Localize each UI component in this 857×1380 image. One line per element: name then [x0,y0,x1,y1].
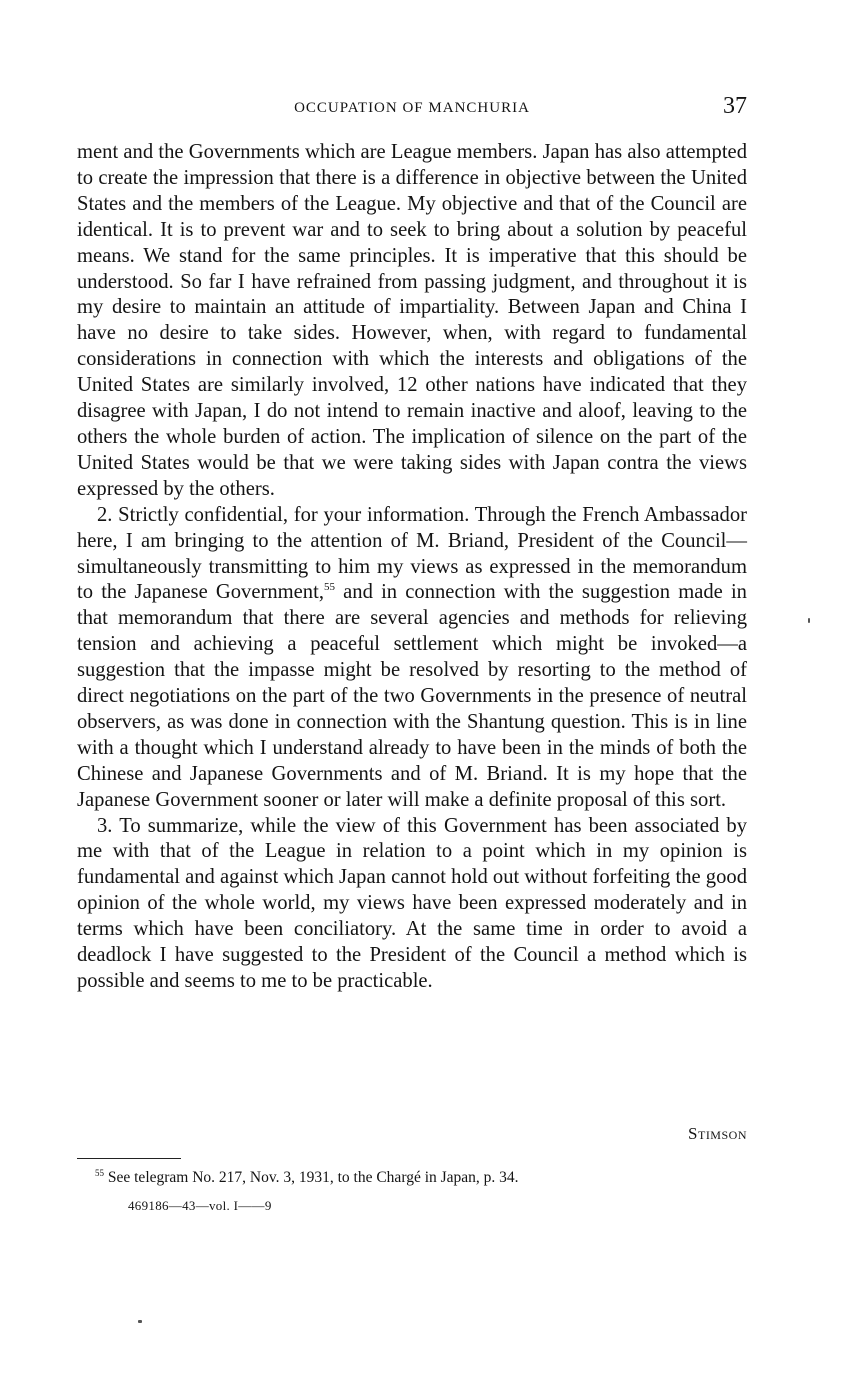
signature: Stimson [688,1124,747,1143]
body-text [77,140,747,995]
footnote [95,1168,519,1187]
running-head [77,93,747,123]
footnote-text: See telegram No. 217, Nov. 3, 1931, to the Chargé in Japan, p. 34. [107,1169,519,1187]
footnote-marker: 55 [95,1168,104,1178]
paragraph-2 [77,503,747,814]
paragraph-continuation: ment and the Governments which are League members. Japan has also attempted to create the impression that there is a difference in objective between the United States and the members of the League. My objective and that of the Council are identical. It is to prevent war and to seek to bring about a solution by peaceful means. We stand for the same principles. It is imperative that this should be understood. So far I have refrained from passing judgment, and throughout it is my desire to maintain an attitude of impartiality. Between Japan and China I have no desire to take sides. However, when, with regard to fundamental considerations in connection with which the interests and obligations of the United States are similarly involved, 12 other nations have indicated that they disagree with Japan, I do not intend to remain inactive and aloof, leaving to the others the whole burden of action. The implication of silence on the part of the United States would be that we were taking sides with Japan contra the views expressed by the others. [77,141,747,500]
print-speck [138,1320,142,1323]
print-code: 469186—43—vol. I——9 [128,1198,272,1213]
running-title: OCCUPATION OF MANCHURIA [294,100,530,116]
paragraph-2-text-a: 2. Strictly confidential, for your information. Through the French Ambassador here, I am bringing to the attention of M. Briand, President of the Council—simultaneously transmitting to him my views as expressed in the memorandum to the Japanese Government, [77,503,747,604]
paragraph-3: 3. To summarize, while the view of this Government has been associated by me with that of the League in relation to a point which in my opinion is fundamental and against which Japan cannot hold out without forfeiting the good opinion of the whole world, my views have been expressed moderately and in terms which have been conciliatory. At the same time in order to avoid a deadlock I have suggested to the President of the Council a method which is possible and seems to me to be practicable. [77,814,747,992]
paragraph-2-text-b: and in connection with the suggestion made in that memorandum that there are several agencies and methods for relieving tension and achieving a peaceful settlement which might be invoked—a suggestion that the impasse might be resolved by resorting to the method of direct negotiations on the part of the two Governments in the presence of neutral observers, as was done in connection with the Shantung question. This is in line with a thought which I understand already to have been in the minds of both the Chinese and Japanese Governments and of M. Briand. It is my hope that the Japanese Government sooner or later will make a definite proposal of this sort. [77,581,747,811]
print-speck [808,618,810,623]
page-number: 37 [723,93,747,119]
footnote-rule [77,1158,181,1159]
footnote-reference: 55 [323,581,335,594]
